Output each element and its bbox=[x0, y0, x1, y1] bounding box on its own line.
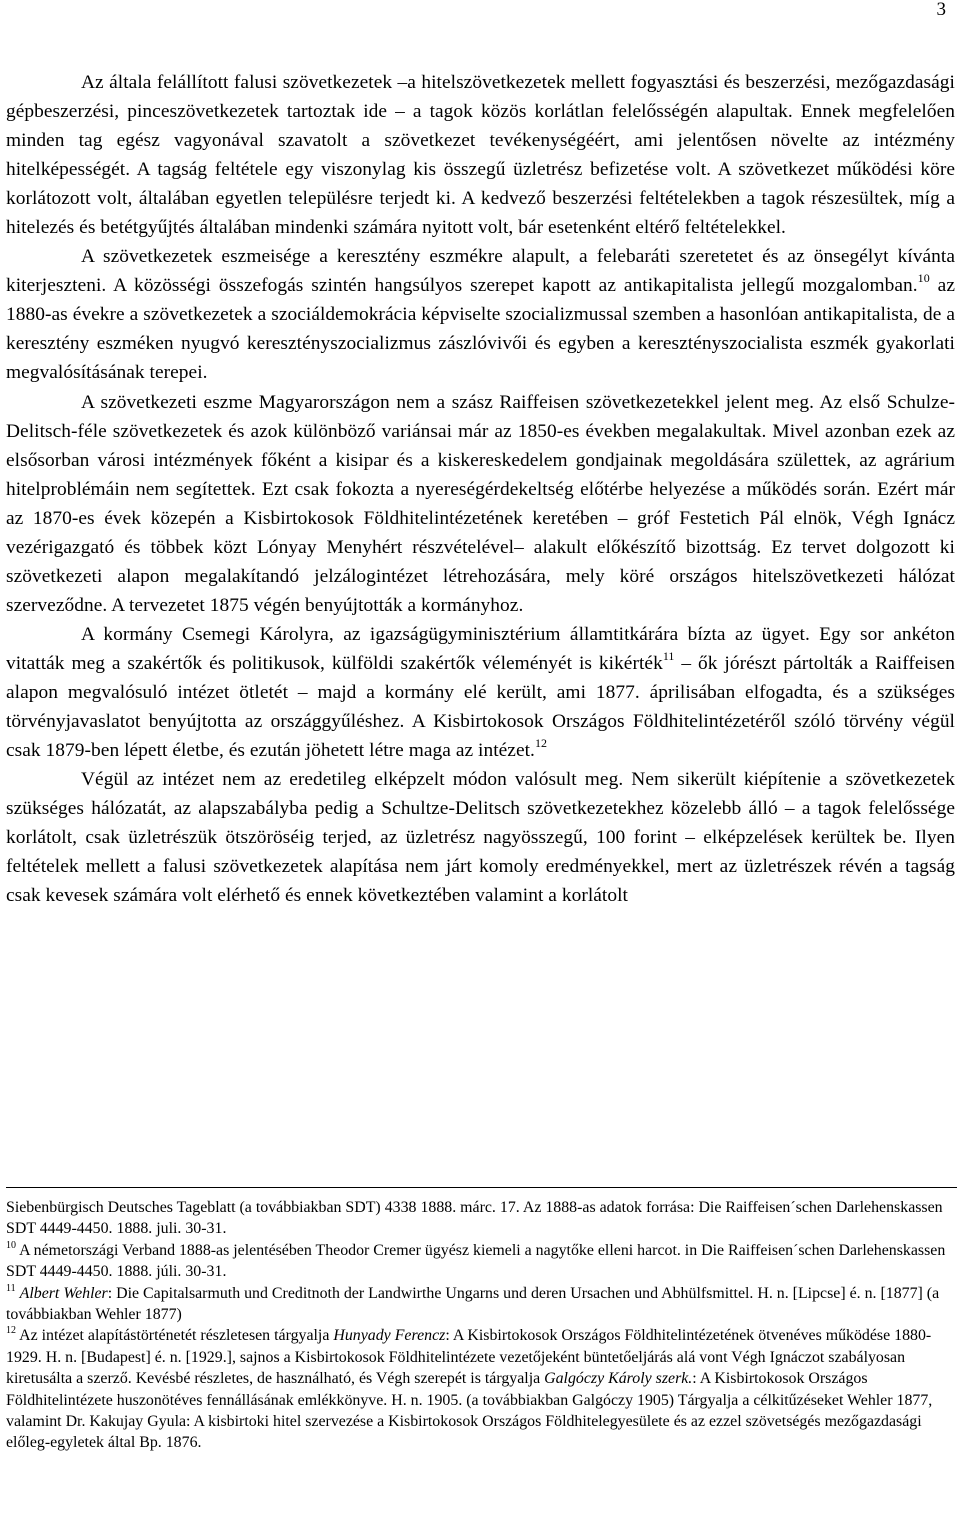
footnote-10: $^{10}$ A németországi Verband 1888-as jelentésében Theodor Cremer ügyész kiemeli a nagytőke elleni harcot. in Die Raiffeisen´schen Darlehenskassen SDT 4449-4450. 1888. júli. 30-31. bbox=[6, 1239, 946, 1281]
footnotes-section bbox=[6, 1197, 957, 1454]
footnote-ref-10: 10 bbox=[917, 271, 930, 286]
paragraph-5: Végül az intézet nem az eredetileg elképzelt módon valósult meg. Nem sikerült kiépítenie a szövetkezetek szükséges hálózatát, az alapszabályba pedig a Schultze-Delitsch szövetkezetekhez közelebb álló – a tagok felelőssége korlátolt, csak üzletrészük ötszöröséig terjed, az üzletrész nagyösszegű, 100 forint – elképzelések kerültek be. Ilyen feltételek mellett a falusi szövetkezetek alapítása nem járt komoly eredményekkel, mert az üzletrészek révén a tagság csak kevesek számára volt elérhető és ennek következtében valamint a korlátolt bbox=[6, 769, 955, 907]
paragraph-3: A szövetkezeti eszme Magyarországon nem a szász Raiffeisen szövetkezetekkel jelent meg. Az első Schulze-Delitsch-féle szövetkezetek és azok különböző variánsai már az 1850-es években megalakultak. Mivel azonban ezek az elsősorban városi intézmények főként a kisipar és a kiskereskedelem gondjainak megoldására születtek, az agrárium hitelproblémáin nem segítettek. Ezt csak fokozta a nyereségérdekeltség előtérbe helyezése a működés során. Ezért már az 1870-es évek közepén a Kisbirtokosok Földhitelintézetének keretében – gróf Festetich Pál elnök, Végh Ignácz vezérigazgató és többek közt Lónyay Menyhért részvételével– alakult előkészítő bizottság. Ez tervet dolgozott ki szövetkezeti alapon megalakítandó jelzálogintézet létrehozására, mely köré országos hitelszövetkezeti hálózat szerveződne. A tervezetet 1875 végén benyújtották a kormányhoz. bbox=[6, 391, 955, 616]
main-body-text bbox=[6, 68, 955, 910]
paragraph-2: A szövetkezetek eszmeisége a keresztény eszmékre alapult, a felebaráti szeretetet és az önsegélyt kívánta kiterjeszteni. A közösségi összefogás szintén hangsúlyos szerepet kapott az antikapitalista jellegű mozgalomban.$^{10}$ az 1880-as évekre a szövetkezetek a szociáldemokrácia képviselte szocializmussal szemben a hasonlóan antikapitalista, de a keresztény eszméken nyugvó keresztényszocializmus zászlóvivői és egyben a keresztényszocialista eszmék gyakorlati megvalósításának terepei. bbox=[6, 246, 955, 384]
page-number: 3 bbox=[936, 0, 946, 20]
paragraph-1: Az általa felállított falusi szövetkezetek –a hitelszövetkezetek mellett fogyasztási és beszerzési, mezőgazdasági gépbeszerzési, pinceszövetkezetek tartoztak ide – a tagok közös korlátlan felelősségén alapultak. Ennek megfelelően minden tag egész vagyonával szavatolt a szövetkezet tevékenységéért, ami jelentősen növelte az intézmény hitelképességét. A tagság feltétele egy viszonylag kis összegű üzletrész befizetése volt. A szövetkezet működési köre korlátozott volt, általában egyetlen településre terjedt ki. A kedvező beszerzési feltételekben a tagok részesültek, míg a hitelezés és betétgyűjtés általában mindenki számára nyitott volt, bár esetenként eltérő feltételekkel. bbox=[6, 72, 955, 239]
footnote-separator bbox=[6, 1187, 957, 1188]
footnote-ref-11: 11 bbox=[662, 648, 675, 663]
footnote-ref-12: 12 bbox=[534, 736, 548, 751]
footnote-12: $^{12}$ Az intézet alapítástörténetét részletesen tárgyalja Hunyady Ferencz: A Kisbirtokosok Országos Földhitelintézetének ötvenéves működése 1880-1929. H. n. [Budapest] é. n. [1929.], sajnos a Kisbirtokosok Földhitelintézete vezetőjeként büntetőeljárás alá vont Végh Ignáczot szabályosan kiretusálta a szerző. Kevésbé részletes, de használható, és Végh szerepét is tárgyalja Galgóczy Károly szerk.: A Kisbirtokosok Országos Földhitelintézete huszonötéves fennállásának emlékkönyve. H. n. 1905. (a továbbiakban Galgóczy 1905) Tárgyalja a célkitűzéseket Wehler 1877, valamint Dr. Kakujay Gyula: A kisbirtoki hitel szervezése a Kisbirtokosok Országos Földhitelegyesülete és az ezzel szövetségés mezőgazdasági előleg-egyletek által Bp. 1876. bbox=[6, 1325, 933, 1452]
paragraph-4: A kormány Csemegi Károlyra, az igazságügyminisztérium államtitkárára bízta az ügyet. Egy sor ankéton vitatták meg a szakértők és politikusok, külföldi szakértők véleményét is kikérték$^{11}$ – ők jórészt pártolták a Raiffeisen alapon megvalósuló intézet ötletét – majd a kormány elé került, ami 1877. áprilisában elfogadta, és a szükséges törvényjavaslatot benyújtotta az országgyűléshez. A Kisbirtokosok Országos Földhitelintézetéről szóló törvény végül csak 1879-ben lépett életbe, és ezután jöhetett létre maga az intézet.$^{12}$ bbox=[6, 623, 955, 762]
footnote-11: $^{11}$ Albert Wehler: Die Capitalsarmuth und Creditnoth der Landwirthe Ungarns und deren Ursachen und Abhülfsmittel. H. n. [Lipcse] é. n. [1877] (a továbbiakban Wehler 1877) bbox=[6, 1282, 940, 1324]
footnote-carryover: Siebenbürgisch Deutsches Tageblatt (a továbbiakban SDT) 4338 1888. márc. 17. Az 1888-as adatok forrása: Die Raiffeisen´schen Darlehenskassen SDT 4449-4450. 1888. juli. 30-31. bbox=[6, 1199, 943, 1238]
